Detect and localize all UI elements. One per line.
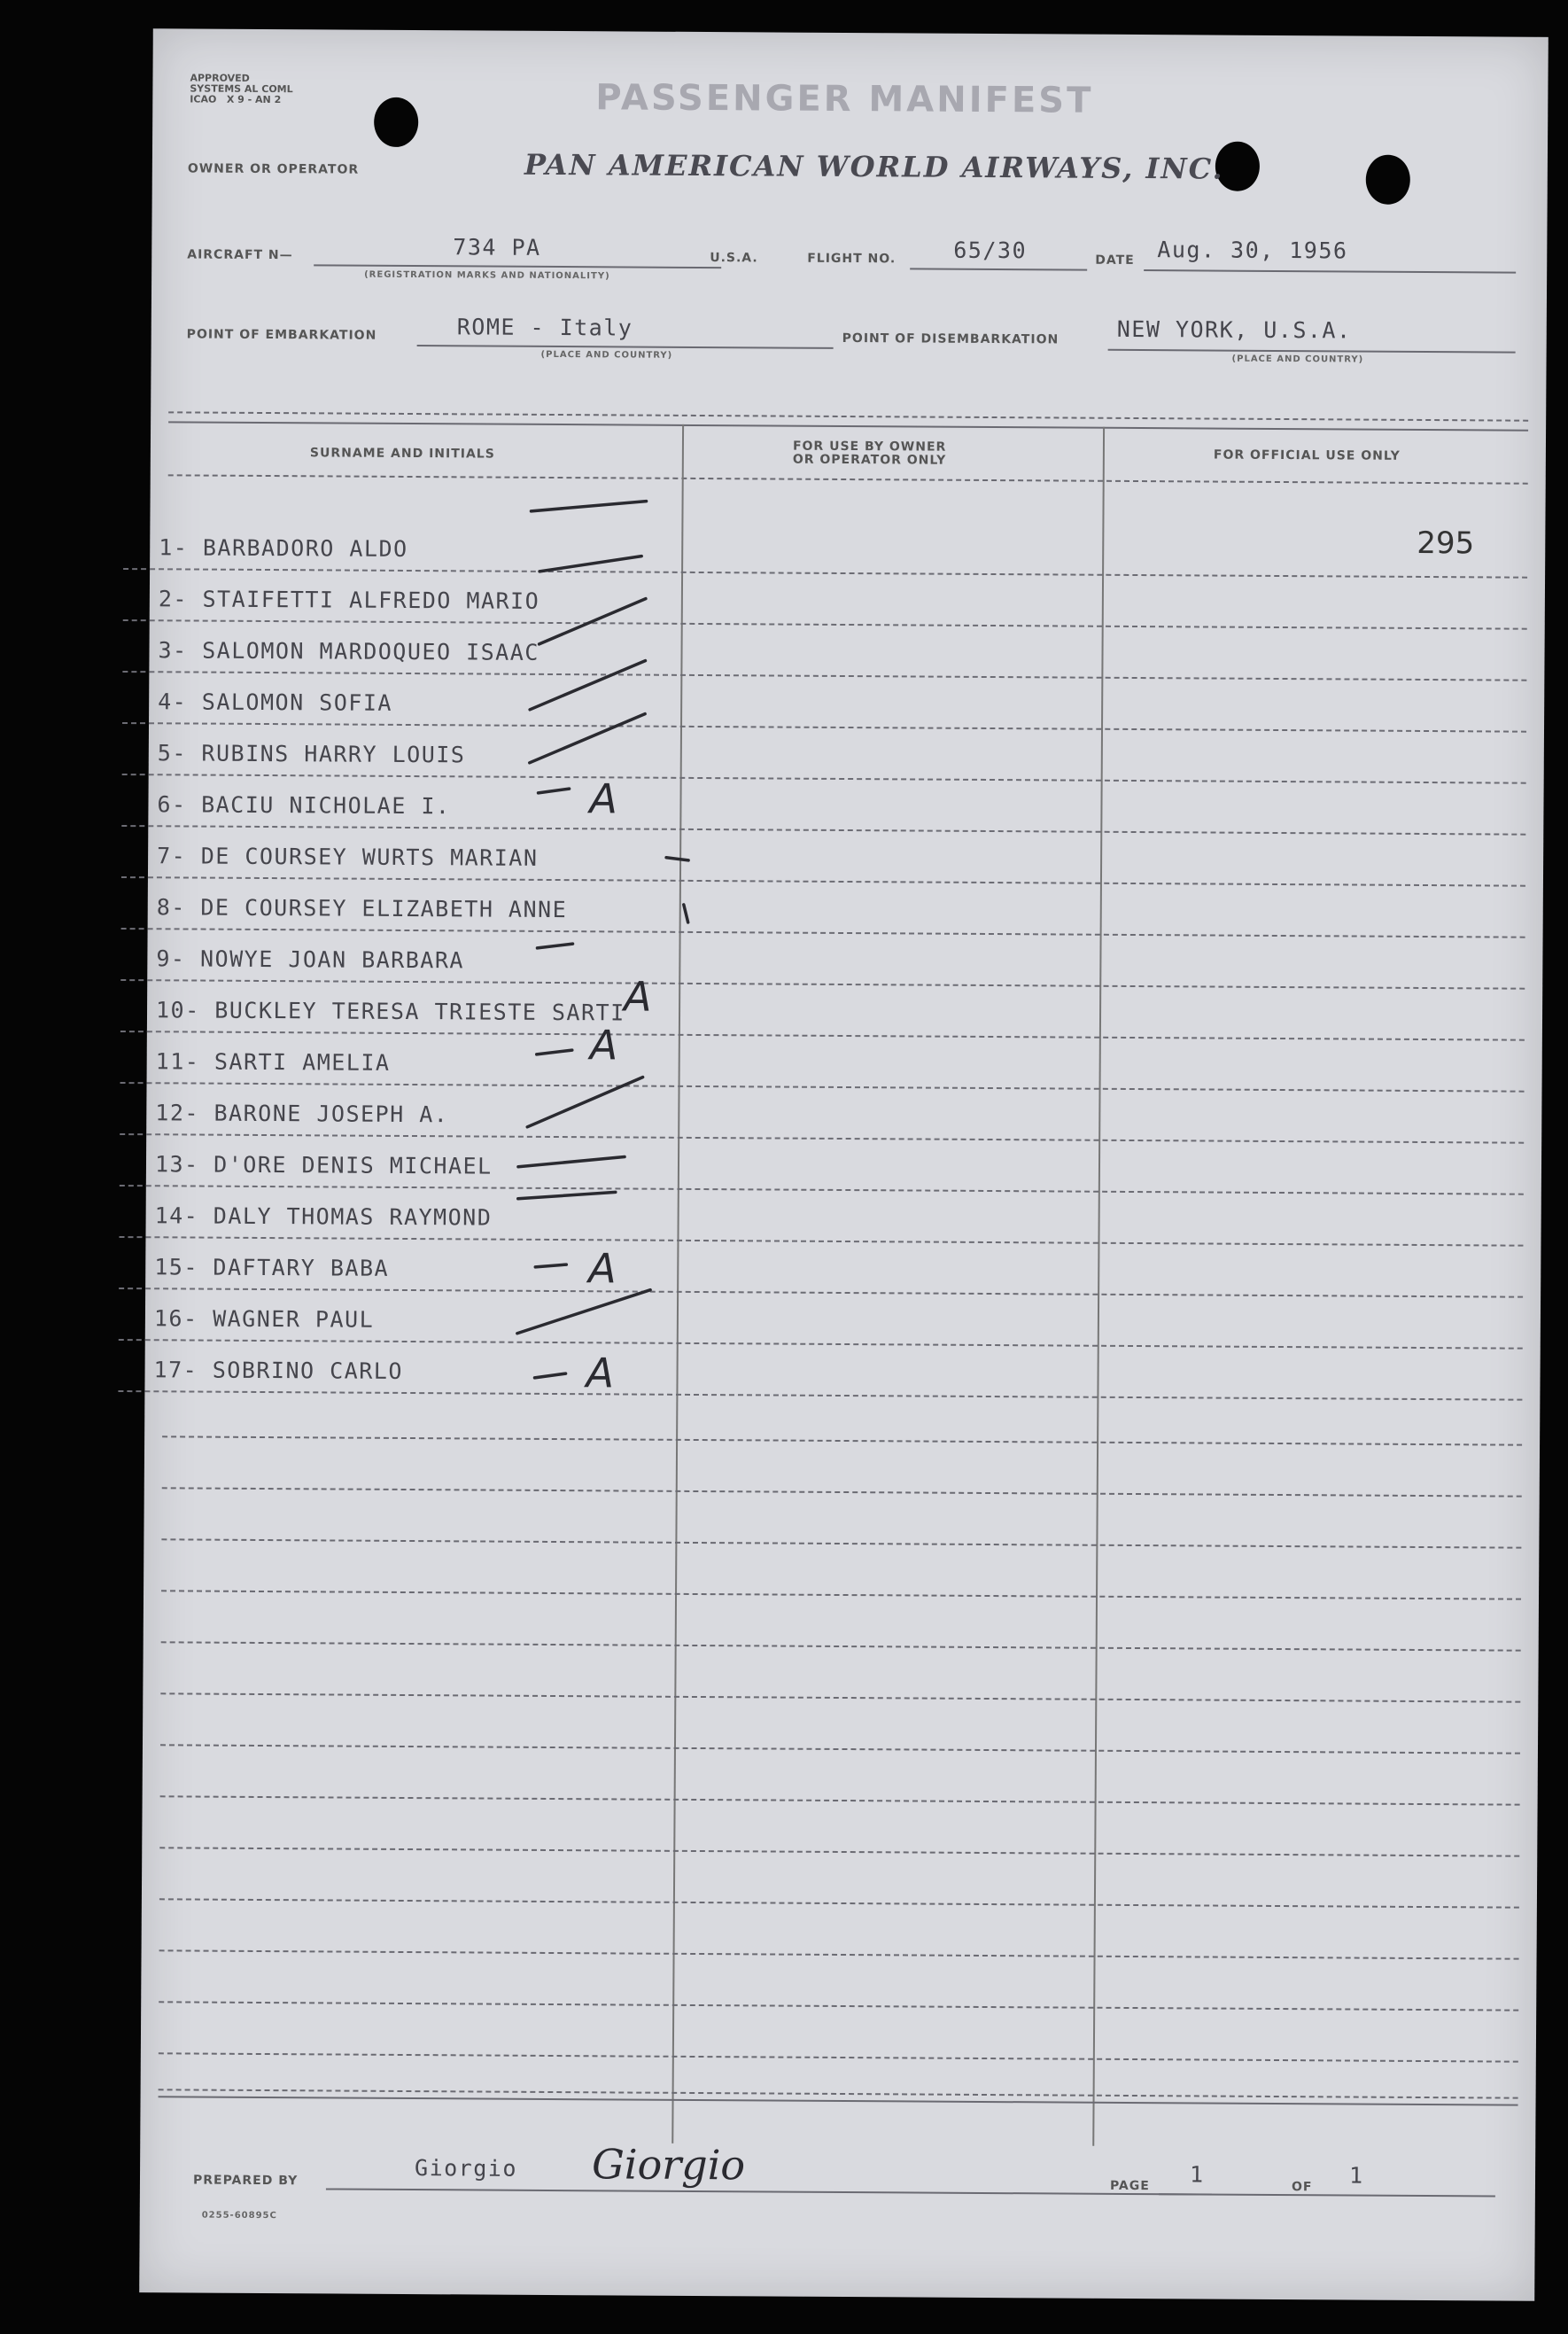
- passenger-name: 12- BARONE JOSEPH A.: [155, 1100, 449, 1128]
- passenger-name: 15- DAFTARY BABA: [154, 1254, 390, 1281]
- passenger-name: 4- SALOMON SOFIA: [158, 689, 393, 716]
- date-value: Aug. 30, 1956: [1157, 237, 1348, 264]
- signature: Giorgio: [591, 2140, 746, 2190]
- date-label: DATE: [1095, 253, 1135, 268]
- prepared-value: Giorgio: [414, 2155, 518, 2182]
- passenger-name: 2- STAIFETTI ALFREDO MARIO: [158, 586, 540, 614]
- blank-rule: [160, 1744, 1520, 1754]
- blank-rule: [160, 1795, 1520, 1805]
- flight-label: FLIGHT NO.: [807, 251, 897, 267]
- disembark-label: POINT OF DISEMBARKATION: [842, 331, 1060, 347]
- disembark-caption: (PLACE AND COUNTRY): [1231, 354, 1364, 365]
- blank-rule: [159, 1847, 1519, 1856]
- column-official-use: FOR OFFICIAL USE ONLY: [1213, 447, 1401, 463]
- svg-text:A: A: [586, 1349, 615, 1397]
- owner-label: OWNER OR OPERATOR: [187, 161, 360, 177]
- blank-rule: [161, 1641, 1521, 1651]
- aircraft-label: AIRCRAFT N—: [187, 247, 293, 263]
- prepared-label: PREPARED BY: [192, 2173, 299, 2189]
- passenger-name: 13- D'ORE DENIS MICHAEL: [154, 1151, 493, 1179]
- passenger-name: 6- BACIU NICHOLAE I.: [157, 791, 451, 820]
- blank-rule: [161, 1538, 1521, 1548]
- svg-text:A: A: [588, 1244, 617, 1293]
- nationality: U.S.A.: [710, 251, 758, 266]
- svg-text:A: A: [589, 1021, 618, 1070]
- manifest-sheet: [139, 28, 1549, 2301]
- passenger-name: 14- DALY THOMAS RAYMOND: [154, 1202, 493, 1231]
- page-value: 1: [1189, 2161, 1205, 2188]
- official-number: 295: [1417, 525, 1475, 562]
- blank-rule: [159, 2052, 1518, 2062]
- owner-value: PAN AMERICAN WORLD AIRWAYS, INC.: [524, 147, 1224, 186]
- blank-rule: [162, 1487, 1522, 1497]
- approval-note: APPROVED SYSTEMS AL COML ICAO X 9 - AN 2: [190, 72, 293, 106]
- passenger-name: 5- RUBINS HARRY LOUIS: [157, 740, 466, 768]
- passenger-name: 16- WAGNER PAUL: [153, 1305, 375, 1333]
- passenger-name: 3- SALOMON MARDOQUEO ISAAC: [158, 637, 539, 665]
- of-label: OF: [1291, 2180, 1313, 2195]
- passenger-name: 10- BUCKLEY TERESA TRIESTE SARTI: [155, 997, 625, 1026]
- passenger-name: 9- NOWYE JOAN BARBARA: [156, 945, 465, 974]
- passenger-name: 7- DE COURSEY WURTS MARIAN: [157, 843, 539, 871]
- passenger-name: 17- SOBRINO CARLO: [153, 1357, 404, 1384]
- blank-rule: [160, 1692, 1520, 1702]
- passenger-name: 1- BARBADORO ALDO: [159, 534, 408, 562]
- svg-text:A: A: [589, 774, 618, 823]
- blank-rule: [159, 1949, 1519, 1959]
- document-title: PASSENGER MANIFEST: [595, 77, 1094, 121]
- check-marks: [144, 28, 1549, 1455]
- embark-caption: (PLACE AND COUNTRY): [540, 349, 673, 361]
- page-label: PAGE: [1109, 2178, 1150, 2194]
- column-owner-use: FOR USE BY OWNER OR OPERATOR ONLY: [792, 439, 947, 468]
- blank-rule: [161, 1590, 1521, 1599]
- passenger-name: 8- DE COURSEY ELIZABETH ANNE: [156, 894, 568, 923]
- of-value: 1: [1348, 2162, 1364, 2189]
- embark-label: POINT OF EMBARKATION: [186, 327, 377, 343]
- flight-value: 65/30: [953, 237, 1028, 264]
- form-number: 0255-60895C: [201, 2210, 277, 2221]
- disembark-value: NEW YORK, U.S.A.: [1116, 315, 1352, 344]
- passenger-name: 11- SARTI AMELIA: [155, 1048, 391, 1076]
- blank-rule: [159, 1898, 1519, 1908]
- blank-rule: [159, 2001, 1518, 2011]
- svg-text:A: A: [623, 972, 652, 1021]
- column-surname: SURNAME AND INITIALS: [309, 446, 495, 462]
- registration-caption: (REGISTRATION MARKS AND NATIONALITY): [364, 269, 610, 282]
- aircraft-value: 734 PA: [453, 234, 541, 261]
- embark-value: ROME - Italy: [456, 314, 633, 341]
